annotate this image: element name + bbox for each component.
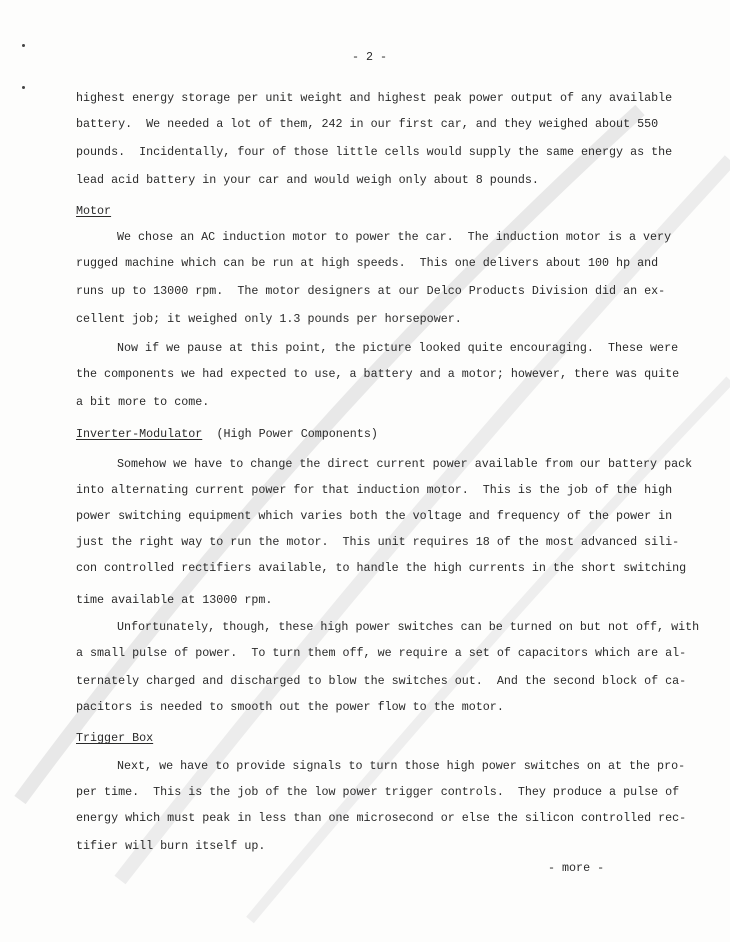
section-heading: Inverter-Modulator xyxy=(76,427,203,441)
paragraph-line: a bit more to come. xyxy=(76,395,210,409)
paragraph-line: rugged machine which can be run at high speeds. This one delivers about 100 hp and xyxy=(76,256,659,270)
paragraph-line: power switching equipment which varies both the voltage and frequency of the power in xyxy=(76,509,673,523)
paragraph-line: tifier will burn itself up. xyxy=(76,839,266,853)
paragraph-line: Somehow we have to change the direct current power available from our battery pack xyxy=(117,457,693,471)
paragraph-line: cellent job; it weighed only 1.3 pounds per horsepower. xyxy=(76,312,462,326)
section-heading: Motor xyxy=(76,204,112,218)
page-number: - 2 - xyxy=(352,50,388,64)
paragraph-line: runs up to 13000 rpm. The motor designers at our Delco Products Division did an ex- xyxy=(76,284,666,298)
section-heading-note: (High Power Components) xyxy=(216,427,378,441)
paragraph-line: Now if we pause at this point, the picture looked quite encouraging. These were xyxy=(117,341,679,355)
paragraph-line: con controlled rectifiers available, to handle the high currents in the short switching xyxy=(76,561,687,575)
paragraph-line: just the right way to run the motor. This unit requires 18 of the most advanced sili- xyxy=(76,535,680,549)
paragraph-line: energy which must peak in less than one microsecond or else the silicon controlled rec- xyxy=(76,811,687,825)
paragraph-line: We chose an AC induction motor to power the car. The induction motor is a very xyxy=(117,230,672,244)
paragraph-line: ternately charged and discharged to blow the switches out. And the second block of ca- xyxy=(76,674,687,688)
paragraph-line: into alternating current power for that induction motor. This is the job of the high xyxy=(76,483,673,497)
paragraph-line: pounds. Incidentally, four of those little cells would supply the same energy as the xyxy=(76,145,673,159)
paragraph-line: battery. We needed a lot of them, 242 in our first car, and they weighed about 550 xyxy=(76,117,659,131)
paragraph-line: pacitors is needed to smooth out the power flow to the motor. xyxy=(76,700,504,714)
paragraph-line: the components we had expected to use, a battery and a motor; however, there was quite xyxy=(76,367,680,381)
paragraph-line: highest energy storage per unit weight and highest peak power output of any available xyxy=(76,91,673,105)
paragraph-line: time available at 13000 rpm. xyxy=(76,593,273,607)
paragraph-line: Unfortunately, though, these high power switches can be turned on but not off, with xyxy=(117,620,700,634)
paragraph-line: per time. This is the job of the low power trigger controls. They produce a pulse of xyxy=(76,785,680,799)
scan-speck xyxy=(22,44,25,47)
scan-speck xyxy=(22,86,25,89)
paragraph-line: a small pulse of power. To turn them off, we require a set of capacitors which are al- xyxy=(76,646,687,660)
section-heading: Trigger Box xyxy=(76,731,154,745)
continued-marker: - more - xyxy=(548,861,605,875)
paragraph-line: lead acid battery in your car and would weigh only about 8 pounds. xyxy=(76,173,539,187)
paragraph-line: Next, we have to provide signals to turn those high power switches on at the pro- xyxy=(117,759,686,773)
